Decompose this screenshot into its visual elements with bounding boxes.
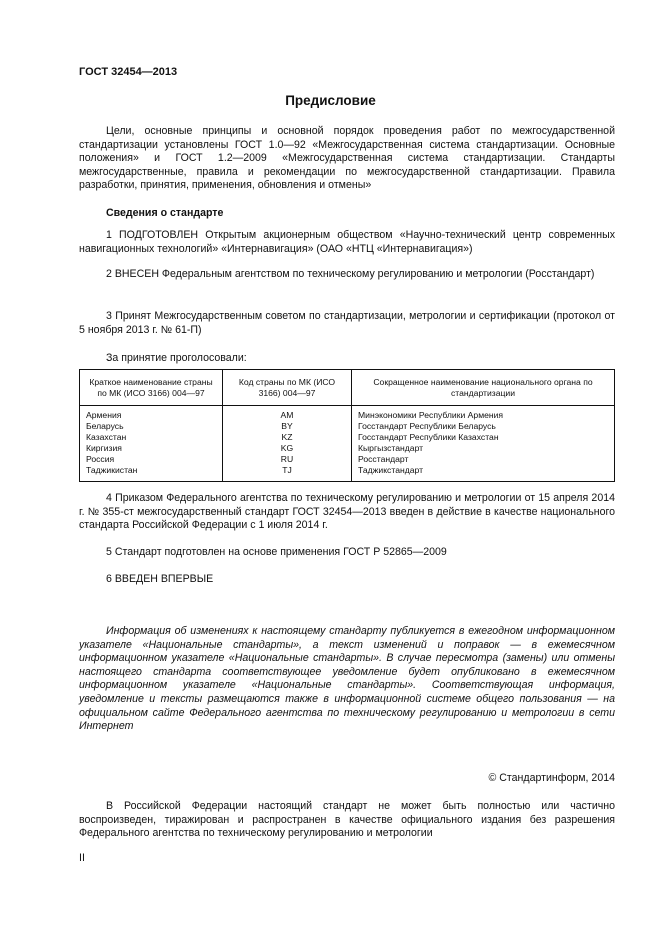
code-cell: RU xyxy=(280,454,294,464)
item-adopted: 3 Принят Межгосударственным советом по стандартизации, метрологии и сертификации (протокол от 5 ноября 2013 г. № 61-П) xyxy=(79,310,615,336)
organ-cell: Госстандарт Республики Казахстан xyxy=(358,432,499,442)
page-title: Предисловие xyxy=(285,93,376,108)
code-cell: TJ xyxy=(282,465,292,475)
organ-cell: Росстандарт xyxy=(358,454,409,464)
page-number: II xyxy=(79,852,85,864)
organ-cell: Минэкономики Республики Армения xyxy=(358,410,504,420)
changes-notice: Информация об изменениях к настоящему стандарту публикуется в ежегодном информационном указателе «Национальные стандарты», а текст изменений и поправок — в ежемесячном информационном указателе «Национальные стандарты». В случае пересмотра (замены) или отмены настоящего стандарта соответствующее уведомление будет опубликовано в ежемесячном информационном указателе «Национальные стандарты». Соответствующая информация, уведомление и тексты размещаются также в информационной системе общего пользования — на официальном сайте Федерального агентства по техническому регулированию и метрологии в сети Интернет xyxy=(79,625,615,733)
header-country: Краткое наименование страны по МК (ИСО 3166) 004—97 xyxy=(80,370,223,406)
country-cell: Таджикистан xyxy=(86,465,138,475)
copyright: © Стандартинформ, 2014 xyxy=(488,772,615,784)
votes-table-header-row xyxy=(80,370,615,406)
country-cell: Россия xyxy=(86,454,115,464)
code-column xyxy=(223,406,352,482)
item-submitted: 2 ВНЕСЕН Федеральным агентством по техническому регулированию и метрологии (Росстандарт) xyxy=(106,268,595,280)
voted-label: За принятие проголосовали: xyxy=(106,352,247,364)
country-cell: Беларусь xyxy=(86,421,124,431)
organ-cell: Кыргызстандарт xyxy=(358,443,424,453)
organ-column xyxy=(352,406,615,482)
header-organ: Сокращенное наименование национального органа по стандартизации xyxy=(352,370,615,406)
votes-table xyxy=(79,369,615,482)
reproduction-notice: В Российской Федерации настоящий стандарт не может быть полностью или частично воспроизведен, тиражирован и распространен в качестве официального издания без разрешения Федерального агентства по техническому регулированию и метрологии xyxy=(79,800,615,840)
intro-paragraph: Цели, основные принципы и основной порядок проведения работ по межгосударственной стандартизации установлены ГОСТ 1.0—92 «Межгосударственная система стандартизации. Основные положения» и ГОСТ 1.2—2009 «Межгосударственная система стандартизации. Стандарты межгосударственные, правила и рекомендации по межгосударственной стандартизации. Правила разработки, принятия, применения, обновления и отмены» xyxy=(79,125,615,192)
code-cell: KG xyxy=(280,443,294,453)
info-heading: Сведения о стандарте xyxy=(106,207,224,219)
organ-cell: Таджикстандарт xyxy=(358,465,424,475)
table-row xyxy=(80,406,615,482)
item-basis: 5 Стандарт подготовлен на основе применения ГОСТ Р 52865—2009 xyxy=(106,546,447,558)
item-introduced: 6 ВВЕДЕН ВПЕРВЫЕ xyxy=(106,573,214,585)
code-cell: BY xyxy=(281,421,293,431)
country-cell: Армения xyxy=(86,410,122,420)
item-enacted: 4 Приказом Федерального агентства по техническому регулированию и метрологии от 15 апреля 2014 г. № 355-ст межгосударственный стандарт ГОСТ 32454—2013 введен в действие в качестве национального стандарта Российской Федерации с 1 июля 2014 г. xyxy=(79,492,615,532)
country-column xyxy=(80,406,223,482)
item-prepared: 1 ПОДГОТОВЛЕН Открытым акционерным обществом «Научно-технический центр современных навигационных технологий» «Интернавигация» (ОАО «НТЦ «Интернавигация») xyxy=(79,229,615,255)
country-cell: Казахстан xyxy=(86,432,127,442)
organ-cell: Госстандарт Республики Беларусь xyxy=(358,421,496,431)
standard-code-header: ГОСТ 32454—2013 xyxy=(79,66,178,78)
country-cell: Киргизия xyxy=(86,443,122,453)
header-code: Код страны по МК (ИСО 3166) 004—97 xyxy=(223,370,352,406)
code-cell: KZ xyxy=(281,432,293,442)
code-cell: AM xyxy=(280,410,294,420)
